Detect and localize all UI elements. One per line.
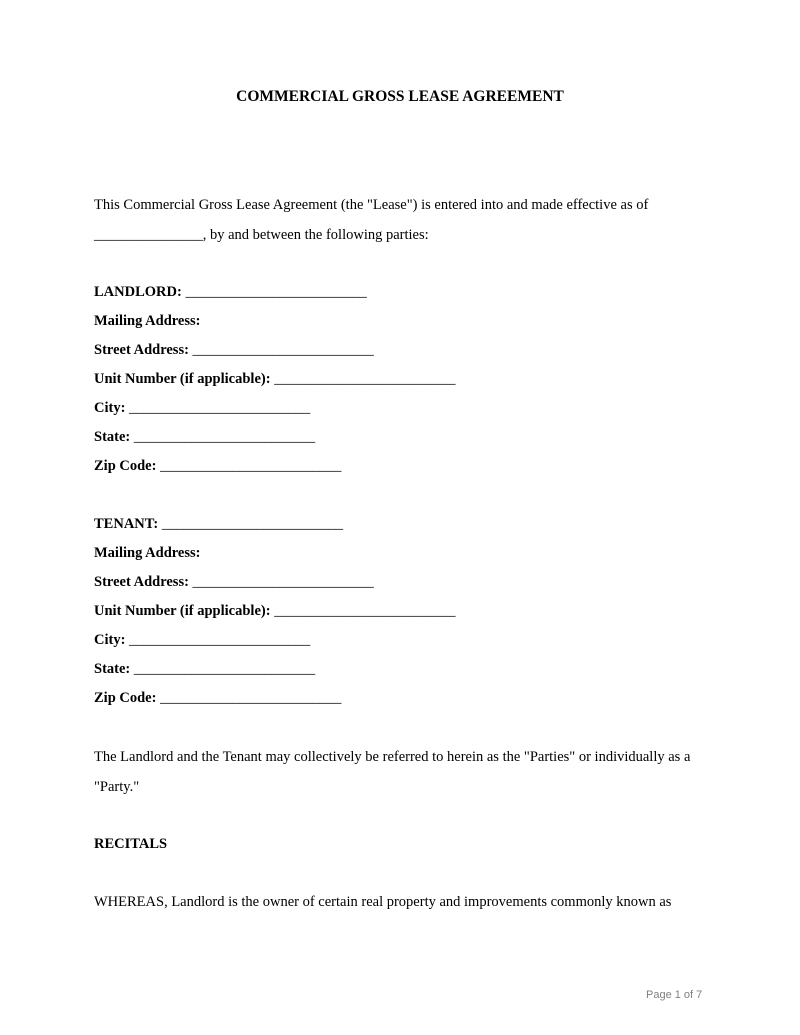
tenant-street-blank: _________________________: [192, 574, 374, 590]
tenant-zip-row: [94, 690, 341, 707]
tenant-street-row: [94, 574, 374, 591]
document-title: COMMERCIAL GROSS LEASE AGREEMENT: [236, 88, 564, 105]
tenant-unit-row: [94, 603, 455, 620]
landlord-zip-blank: _________________________: [160, 458, 342, 474]
landlord-mailing-label: Mailing Address:: [94, 313, 201, 329]
tenant-unit-blank: _________________________: [274, 603, 456, 619]
tenant-name-blank: _________________________: [161, 516, 344, 532]
landlord-city-row: [94, 400, 310, 417]
parties-line-2: "Party.": [94, 779, 140, 795]
tenant-unit-label: Unit Number (if applicable):: [94, 603, 271, 619]
landlord-label: LANDLORD:: [94, 284, 182, 300]
landlord-state-row: [94, 429, 315, 446]
parties-line-1: The Landlord and the Tenant may collectively be referred to herein as the "Parties" or individually as a: [94, 749, 691, 765]
intro-line-1: This Commercial Gross Lease Agreement (the "Lease") is entered into and made effective as of: [94, 197, 649, 213]
landlord-city-blank: _________________________: [129, 400, 311, 416]
landlord-unit-label: Unit Number (if applicable):: [94, 371, 271, 387]
tenant-zip-blank: _________________________: [160, 690, 342, 706]
landlord-unit-row: [94, 371, 455, 388]
landlord-city-label: City:: [94, 400, 126, 416]
tenant-city-label: City:: [94, 632, 126, 648]
tenant-city-blank: _________________________: [129, 632, 311, 648]
tenant-label: TENANT:: [94, 516, 159, 532]
landlord-street-row: [94, 342, 374, 359]
recitals-heading: RECITALS: [94, 836, 168, 852]
landlord-zip-label: Zip Code:: [94, 458, 157, 474]
page-number: Page 1 of 7: [646, 989, 703, 1001]
tenant-row: [94, 516, 343, 533]
landlord-state-blank: _________________________: [133, 429, 316, 445]
landlord-unit-blank: _________________________: [274, 371, 456, 387]
landlord-state-label: State:: [94, 429, 131, 445]
tenant-state-label: State:: [94, 661, 131, 677]
landlord-row: [94, 284, 367, 301]
tenant-mailing-label: Mailing Address:: [94, 545, 201, 561]
tenant-state-row: [94, 661, 315, 678]
recitals-whereas: WHEREAS, Landlord is the owner of certain real property and improvements commonly known as: [94, 894, 672, 910]
landlord-street-label: Street Address:: [94, 342, 189, 358]
landlord-street-blank: _________________________: [192, 342, 374, 358]
landlord-name-blank: _________________________: [185, 284, 367, 300]
tenant-zip-label: Zip Code:: [94, 690, 157, 706]
tenant-street-label: Street Address:: [94, 574, 189, 590]
landlord-zip-row: [94, 458, 341, 475]
tenant-state-blank: _________________________: [133, 661, 316, 677]
intro-line-2: _______________, by and between the following parties:: [94, 227, 429, 243]
tenant-city-row: [94, 632, 310, 649]
